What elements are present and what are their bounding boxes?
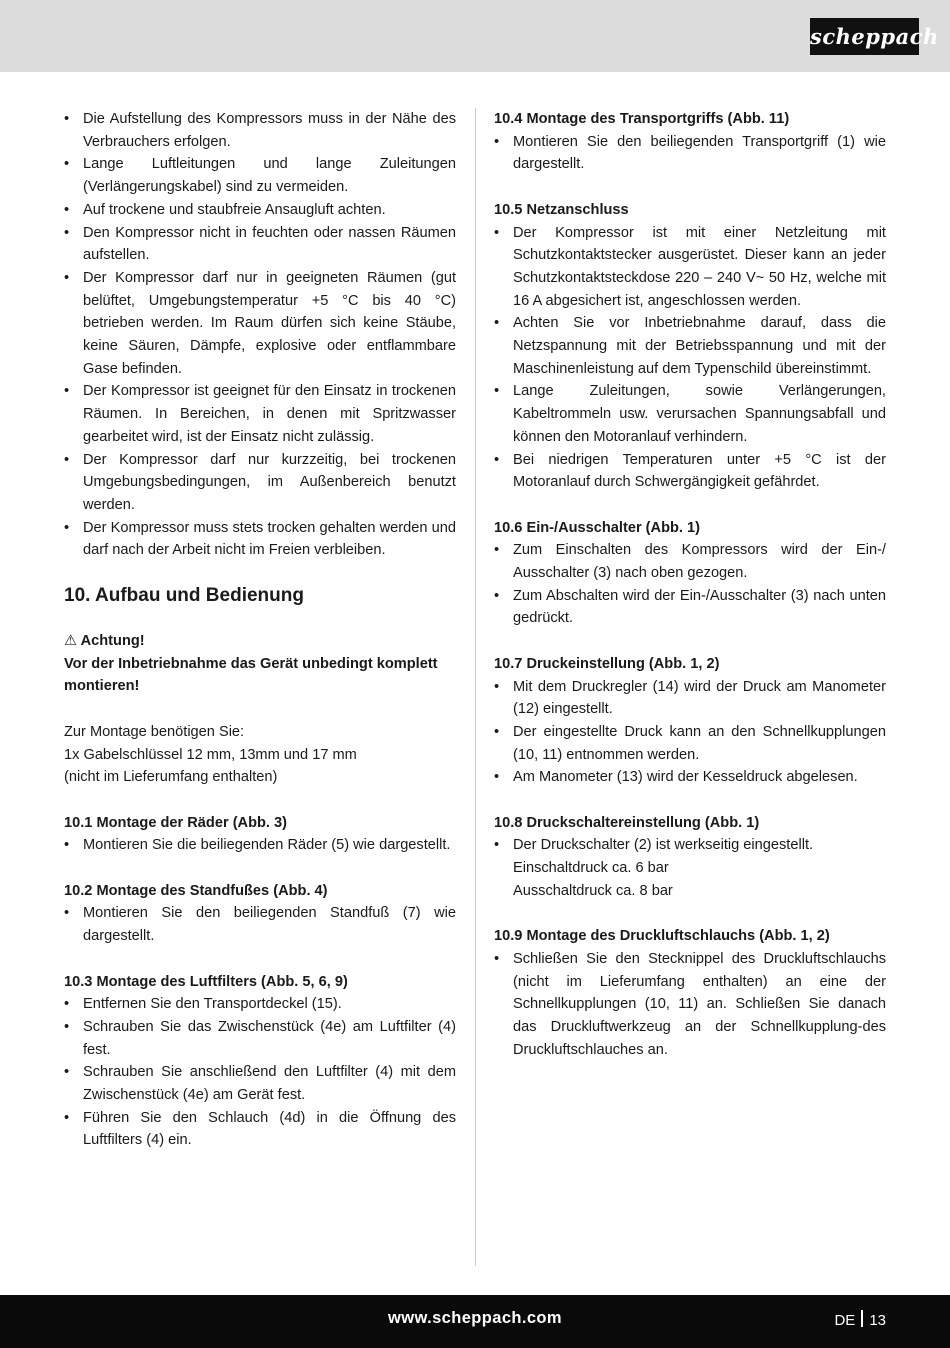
section-list-10-4 xyxy=(494,131,886,176)
list-item: • Führen Sie den Schlauch (4d) in die Öffnung des Luftfilters (4) ein. xyxy=(64,1107,456,1152)
footer-website: www.scheppach.com xyxy=(388,1309,562,1327)
separator xyxy=(861,1310,863,1327)
warning-triangle-icon: ⚠ xyxy=(64,633,78,650)
tools-note: (nicht im Lieferumfang enthalten) xyxy=(64,769,278,786)
section-title-10-1: 10.1 Montage der Räder (Abb. 3) xyxy=(64,814,288,831)
right-column xyxy=(494,108,886,1061)
list-item: • Montieren Sie die beiliegenden Räder (5) wie dargestellt. xyxy=(64,834,456,857)
list-item: • Zum Abschalten wird der Ein-/Ausschalter (3) nach unten gedrückt. xyxy=(494,585,886,630)
language-code: DE xyxy=(834,1312,856,1329)
section-title-10-4: 10.4 Montage des Transportgriffs (Abb. 11) xyxy=(494,111,790,127)
footer-bar xyxy=(0,1295,950,1348)
section-title-10-9: 10.9 Montage des Druckluftschlauchs (Abb. 1, 2) xyxy=(494,928,830,945)
list-item: • Lange Zuleitungen, sowie Verlängerungen, Kabeltrommeln usw. verursachen Spannungsabfall und können den Motoranlauf verhindern. xyxy=(494,380,886,448)
warning-heading xyxy=(64,630,456,653)
page-indicator xyxy=(834,1310,886,1329)
section-list-10-6 xyxy=(494,539,886,630)
warning-title: Achtung! xyxy=(80,633,145,650)
list-item: • Schrauben Sie das Zwischenstück (4e) am Luftfilter (4) fest. xyxy=(64,1016,456,1061)
section-title-10-3: 10.3 Montage des Luftfilters (Abb. 5, 6, 9) xyxy=(64,973,348,990)
list-item: • Montieren Sie den beiliegenden Transportgriff (1) wie dargestellt. xyxy=(494,131,886,176)
list-item: • Am Manometer (13) wird der Kesseldruck abgelesen. xyxy=(494,766,886,789)
list-item: • Der eingestellte Druck kann an den Schnellkupplungen (10, 11) entnommen werden. xyxy=(494,721,886,766)
list-item: • Schließen Sie den Stecknippel des Druckluftschlauchs (nicht im Lieferumfang enthalten) an eine der Schnellkupplungen (10, 11) an. Schließen Sie danach das Druckluftwerkzeug an der Schnellkupplung-des Druckluftschlauches an. xyxy=(494,948,886,1062)
list-item: • Entfernen Sie den Transportdeckel (15). xyxy=(64,993,456,1016)
list-item: • Bei niedrigen Temperaturen unter +5 °C ist der Motoranlauf durch Schwergängigkeit gefährdet. xyxy=(494,449,886,494)
section-list-10-7 xyxy=(494,676,886,790)
list-item: • Mit dem Druckregler (14) wird der Druck am Manometer (12) eingestellt. xyxy=(494,676,886,721)
warning-text: Vor der Inbetriebnahme das Gerät unbedingt komplett montieren! xyxy=(64,655,438,695)
section-list-10-5 xyxy=(494,222,886,494)
switch-on-pressure: Einschaltdruck ca. 6 bar xyxy=(513,860,669,877)
section-title-10-6: 10.6 Ein-/Ausschalter (Abb. 1) xyxy=(494,519,700,536)
list-item: • Schrauben Sie anschließend den Luftfilter (4) mit dem Zwischenstück (4e) am Gerät fest. xyxy=(64,1061,456,1106)
list-item: • Der Kompressor darf nur in geeigneten Räumen (gut belüftet, Umgebungstemperatur +5 °C bis 40 °C) betrieben werden. Im Raum dürfen sich keine Stäube, keine Säuren, Dämpfe, explosive oder entflammbare Gase befinden. xyxy=(64,267,456,381)
list-item: • Achten Sie vor Inbetriebnahme darauf, dass die Netzspannung mit der Betriebsspannung und mit der Maschinenleistung auf dem Typenschild übereinstimmt. xyxy=(494,312,886,380)
list-item: • Montieren Sie den beiliegenden Standfuß (7) wie dargestellt. xyxy=(64,902,456,947)
chapter-title: 10. Aufbau und Bedienung xyxy=(64,585,304,607)
section-title-10-8: 10.8 Druckschaltereinstellung (Abb. 1) xyxy=(494,814,760,831)
list-item: • Der Kompressor muss stets trocken gehalten werden und darf nach der Arbeit nicht im Freien verbleiben. xyxy=(64,517,456,562)
page-number: 13 xyxy=(869,1312,886,1329)
list-item: • Der Kompressor ist geeignet für den Einsatz in trockenen Räumen. In Bereichen, in denen mit Spritzwasser gearbeitet wird, ist der Einsatz nicht zulässig. xyxy=(64,380,456,448)
section-list-10-8 xyxy=(494,834,886,857)
header-bar xyxy=(0,0,950,72)
brand-logo: scheppach xyxy=(810,18,919,55)
section-list-10-2 xyxy=(64,902,456,947)
tools-intro: Zur Montage benötigen Sie: xyxy=(64,723,245,740)
section-list-10-3 xyxy=(64,993,456,1152)
tools-line: 1x Gabelschlüssel 12 mm, 13mm und 17 mm xyxy=(64,746,357,763)
section-title-10-7: 10.7 Druckeinstellung (Abb. 1, 2) xyxy=(494,655,720,672)
section-title-10-2: 10.2 Montage des Standfußes (Abb. 4) xyxy=(64,882,328,899)
section-title-10-5: 10.5 Netzanschluss xyxy=(494,201,629,218)
list-item: • Der Druckschalter (2) ist werkseitig eingestellt. xyxy=(494,834,886,857)
list-item: • Der Kompressor ist mit einer Netzleitung mit Schutzkontaktstecker ausgerüstet. Dieser kann an jeder Schutzkontaktsteckdose 220 – 240 V~ 50 Hz, welche mit 16 A abgesichert ist, angeschlossen werden. xyxy=(494,222,886,313)
switch-off-pressure: Ausschaltdruck ca. 8 bar xyxy=(513,882,673,899)
list-item: • Der Kompressor darf nur kurzzeitig, bei trockenen Umgebungsbedingungen, im Außenbereich benutzt werden. xyxy=(64,449,456,517)
left-column xyxy=(64,108,456,1152)
list-item: • Die Aufstellung des Kompressors muss in der Nähe des Verbrauchers erfolgen. xyxy=(64,108,456,153)
column-divider xyxy=(475,108,476,1266)
section-list-10-9 xyxy=(494,948,886,1062)
list-item: • Zum Einschalten des Kompressors wird der Ein-/ Ausschalter (3) nach oben gezogen. xyxy=(494,539,886,584)
list-item: • Auf trockene und staubfreie Ansaugluft achten. xyxy=(64,199,456,222)
placement-list xyxy=(64,108,456,562)
list-item: • Den Kompressor nicht in feuchten oder nassen Räumen aufstellen. xyxy=(64,222,456,267)
list-item: • Lange Luftleitungen und lange Zuleitungen (Verlängerungskabel) sind zu vermeiden. xyxy=(64,153,456,198)
section-list-10-1 xyxy=(64,834,456,857)
